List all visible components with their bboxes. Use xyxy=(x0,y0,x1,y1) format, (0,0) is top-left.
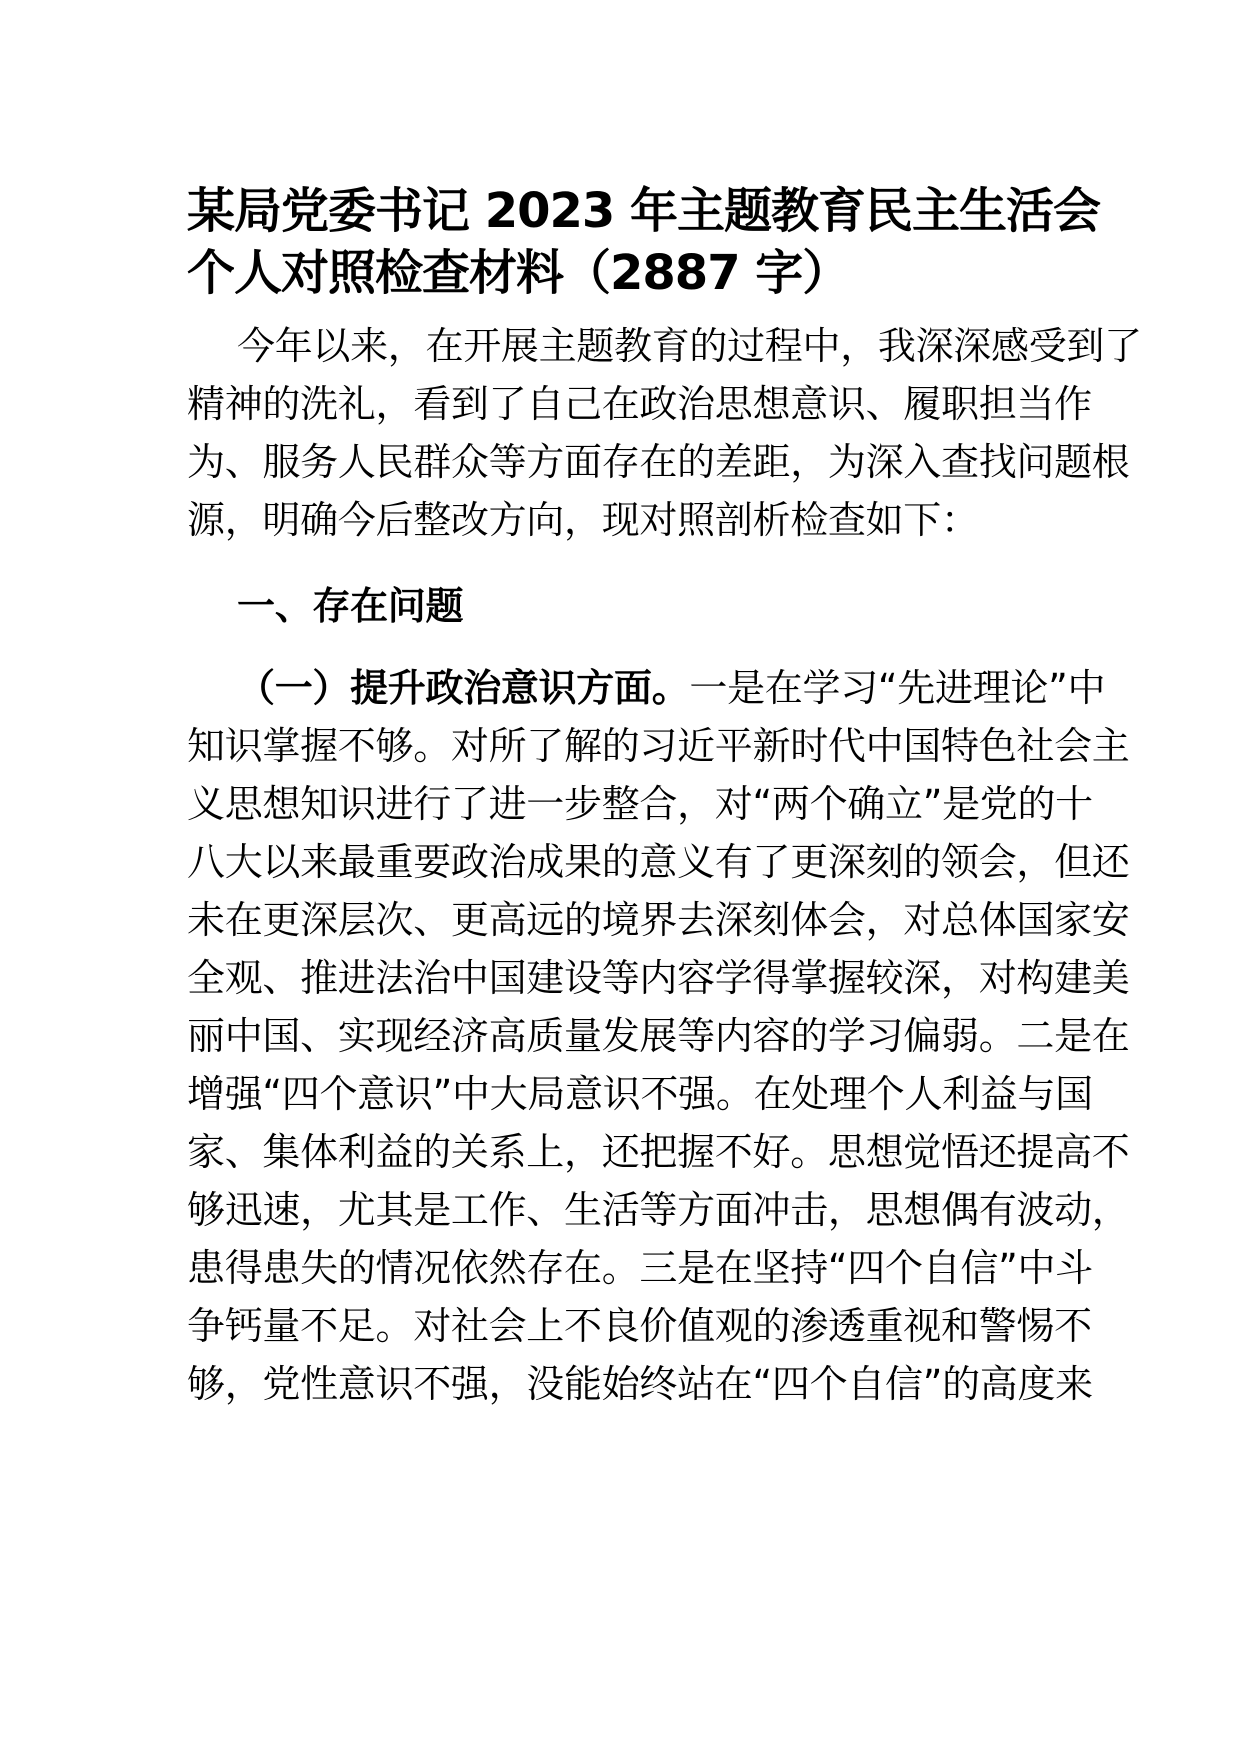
subsection-lead-rest: 一是在学习“先进理论”中 xyxy=(689,666,1106,710)
subsection-first-line xyxy=(237,664,1106,712)
paragraph-line: 够，党性意识不强，没能始终站在“四个自信”的高度来 xyxy=(187,1362,1093,1406)
intro-line-1: 今年以来，在开展主题教育的过程中，我深深感受到了 xyxy=(237,324,1142,368)
paragraph-line: 增强“四个意识”中大局意识不强。在处理个人利益与国 xyxy=(187,1072,1093,1116)
intro-line-2: 精神的洗礼，看到了自己在政治思想意识、履职担当作 xyxy=(187,382,1092,426)
title-line-1: 某局党委书记 2023 年主题教育民主生活会 xyxy=(187,183,1101,239)
paragraph-line: 知识掌握不够。对所了解的习近平新时代中国特色社会主 xyxy=(187,724,1130,768)
document-title xyxy=(187,180,1101,304)
paragraph-line: 未在更深层次、更高远的境界去深刻体会，对总体国家安 xyxy=(187,898,1130,942)
section-heading: 一、存在问题 xyxy=(237,584,464,628)
intro-line-4: 源，明确今后整改方向，现对照剖析检查如下： xyxy=(187,498,979,542)
paragraph-line: 够迅速，尤其是工作、生活等方面冲击，思想偶有波动， xyxy=(187,1188,1130,1232)
paragraph-line: 义思想知识进行了进一步整合，对“两个确立”是党的十 xyxy=(187,782,1093,826)
paragraph-line: 八大以来最重要政治成果的意义有了更深刻的领会，但还 xyxy=(187,840,1130,884)
intro-line-3: 为、服务人民群众等方面存在的差距，为深入查找问题根 xyxy=(187,440,1130,484)
paragraph-line: 全观、推进法治中国建设等内容学得掌握较深，对构建美 xyxy=(187,956,1130,1000)
subsection-lead: （一）提升政治意识方面。 xyxy=(237,666,690,710)
title-line-2: 个人对照检查材料（2887 字） xyxy=(187,245,850,301)
paragraph-line: 争钙量不足。对社会上不良价值观的渗透重视和警惕不 xyxy=(187,1304,1092,1348)
paragraph-line: 丽中国、实现经济高质量发展等内容的学习偏弱。二是在 xyxy=(187,1014,1130,1058)
paragraph-line: 患得患失的情况依然存在。三是在坚持“四个自信”中斗 xyxy=(187,1246,1093,1290)
paragraph-line: 家、集体利益的关系上，还把握不好。思想觉悟还提高不 xyxy=(187,1130,1130,1174)
